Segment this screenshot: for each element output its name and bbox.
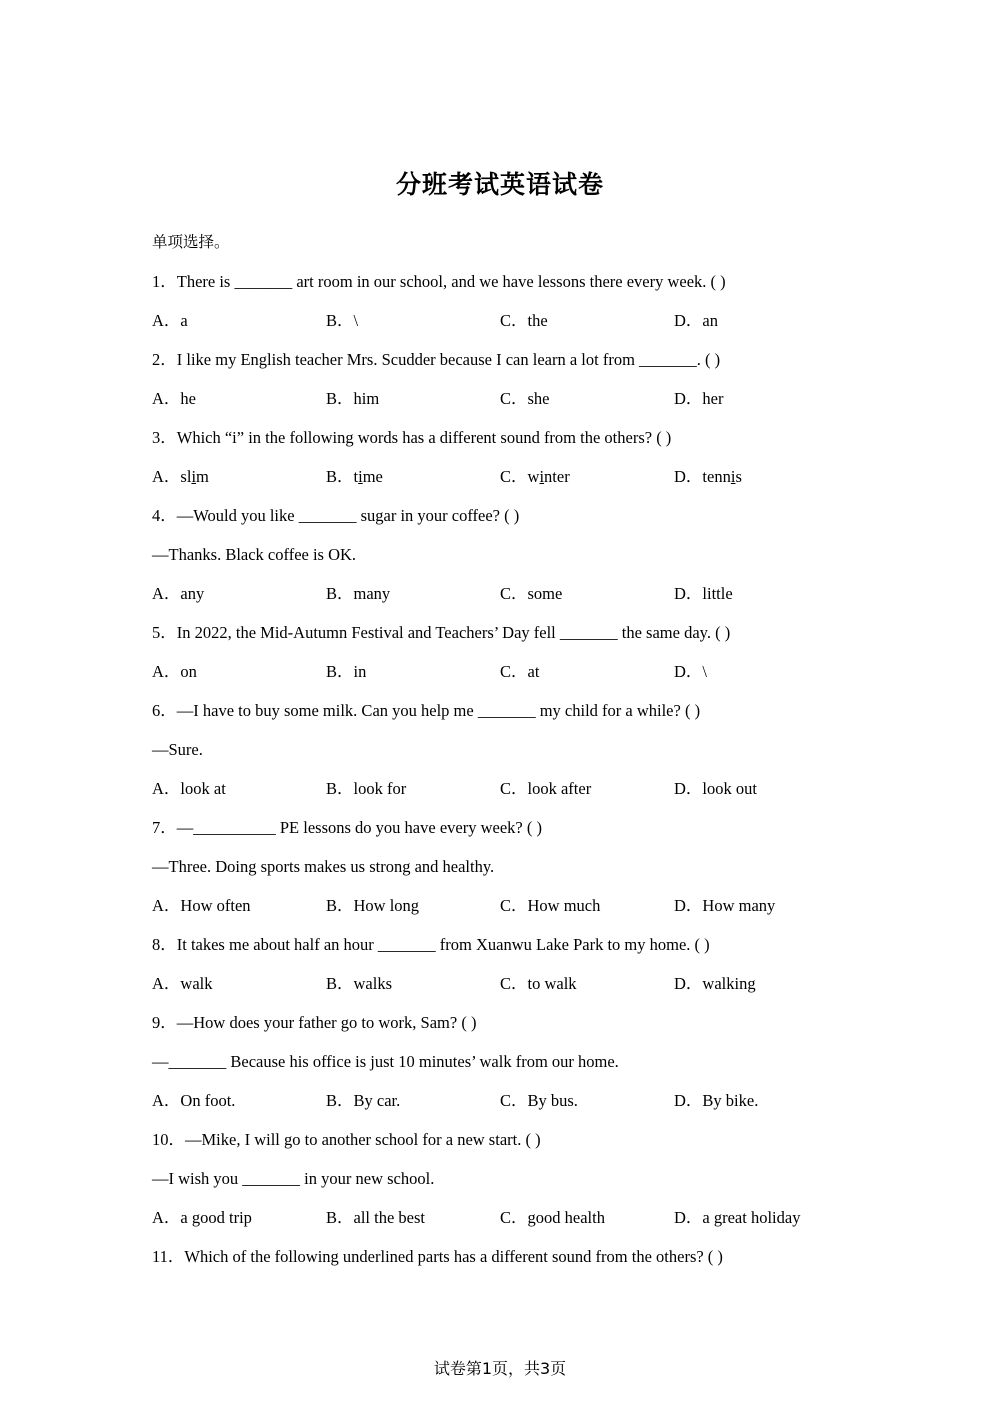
option-10b: B．all the best [326,1208,425,1227]
option-9c: C．By bus. [500,1091,578,1110]
question-2: 2．I like my English teacher Mrs. Scudder because I can learn a lot from _______. ( ) [152,350,721,369]
options-6 [152,769,852,808]
options-5 [152,652,852,691]
question-4-response: —Thanks. Black coffee is OK. [152,545,357,564]
question-3: 3．Which “i” in the following words has a different sound from the others? ( ) [152,428,672,447]
option-6a: A．look at [152,779,226,798]
option-7a: A．How often [152,896,251,915]
option-5c: C．at [500,662,540,681]
option-1c: C．the [500,311,548,330]
question-4: 4．—Would you like _______ sugar in your coffee? ( ) [152,506,520,525]
options-8 [152,964,852,1003]
option-6d: D．look out [674,779,757,798]
question-11: 11．Which of the following underlined parts has a different sound from the others? ( ) [152,1247,723,1266]
option-8b: B．walks [326,974,392,993]
option-3d: D．tennis [674,467,742,486]
question-9-response: —_______ Because his office is just 10 minutes’ walk from our home. [152,1052,619,1071]
option-9d: D．By bike. [674,1091,759,1110]
option-5a: A．on [152,662,197,681]
question-9: 9．—How does your father go to work, Sam? ( ) [152,1013,477,1032]
option-5b: B．in [326,662,367,681]
options-2 [152,379,852,418]
option-10a: A．a good trip [152,1208,252,1227]
option-1a: A．a [152,311,188,330]
question-5: 5．In 2022, the Mid-Autumn Festival and Teachers’ Day fell _______ the same day. ( ) [152,623,731,642]
question-6-response: —Sure. [152,740,203,759]
option-5d: D．\ [674,662,707,681]
question-10: 10．—Mike, I will go to another school for a new start. ( ) [152,1130,541,1149]
option-8a: A．walk [152,974,213,993]
option-6b: B．look for [326,779,407,798]
options-3 [152,457,852,496]
option-4d: D．little [674,584,733,603]
option-2d: D．her [674,389,724,408]
option-7d: D．How many [674,896,776,915]
page-footer: 试卷第1页，共3页 [433,1359,567,1378]
option-8c: C．to walk [500,974,577,993]
question-1: 1．There is _______ art room in our school, and we have lessons there every week. ( ) [152,272,726,291]
option-9b: B．By car. [326,1091,401,1110]
option-4c: C．some [500,584,563,603]
question-7: 7．—__________ PE lessons do you have every week? ( ) [152,818,542,837]
option-4b: B．many [326,584,391,603]
option-10d: D．a great holiday [674,1208,801,1227]
option-2c: C．she [500,389,550,408]
option-1b: B．\ [326,311,359,330]
question-7-response: —Three. Doing sports makes us strong and healthy. [152,857,495,876]
option-6c: C．look after [500,779,592,798]
option-3b: B．time [326,467,383,486]
options-9 [152,1081,852,1120]
question-10-response: —I wish you _______ in your new school. [152,1169,435,1188]
options-1 [152,301,852,340]
option-7c: C．How much [500,896,601,915]
options-4 [152,574,852,613]
option-2b: B．him [326,389,380,408]
option-4a: A．any [152,584,205,603]
exam-content [152,223,852,1276]
exam-title: 分班考试英语试卷 [395,170,604,199]
option-3a: A．slim [152,467,209,486]
question-6: 6．—I have to buy some milk. Can you help me _______ my child for a while? ( ) [152,701,701,720]
options-10 [152,1198,852,1237]
option-9a: A．On foot. [152,1091,236,1110]
question-8: 8．It takes me about half an hour _______ from Xuanwu Lake Park to my home. ( ) [152,935,710,954]
option-8d: D．walking [674,974,756,993]
options-7 [152,886,852,925]
option-7b: B．How long [326,896,420,915]
option-1d: D．an [674,311,718,330]
option-3c: C．winter [500,467,570,486]
section-heading: 单项选择。 [152,233,230,251]
option-2a: A．he [152,389,196,408]
option-10c: C．good health [500,1208,605,1227]
